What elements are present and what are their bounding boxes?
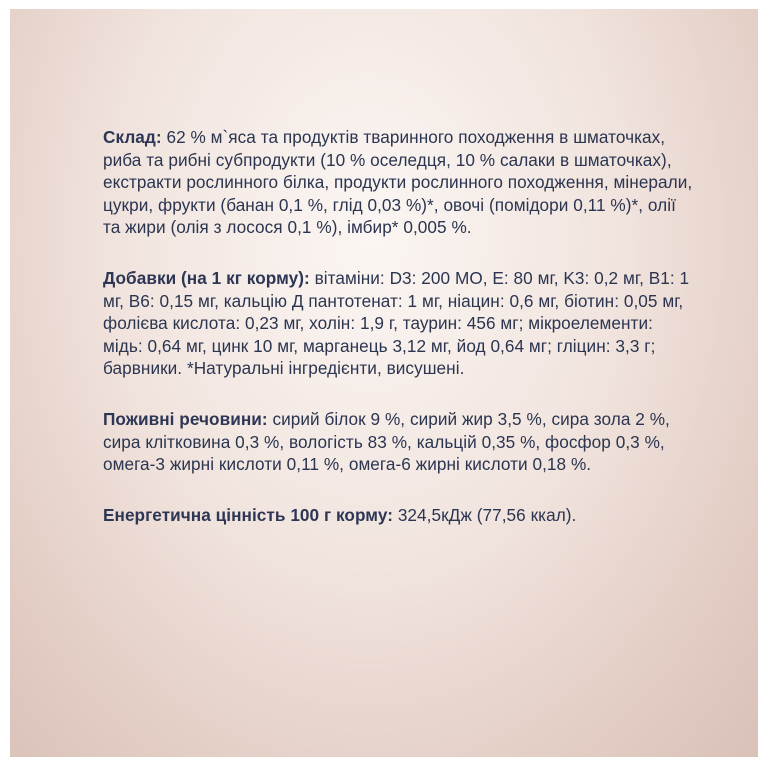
composition-heading: Склад: [103, 127, 162, 147]
energy-section [103, 504, 693, 527]
composition-section [103, 126, 693, 239]
nutrients-heading: Поживні речовини: [103, 408, 268, 429]
composition-text: 62 % м`яса та продуктів тваринного походження в шматочках, риба та рибні субпродукти (10 % оселедця, 10 % салаки в шматочках), екстракти рослинного білка, продукти рослинного походження, мінерали, цукри, фрукти (банан 0,1 %, глід 0,03 %)*, овочі (помідори 0,11 %)*, олії та жири (олія з лосося 0,1 %), імбир* 0,005 %. [103, 127, 693, 238]
additives-section [103, 267, 693, 380]
label-card [10, 9, 758, 757]
additives-heading: Добавки (на 1 кг корму): [103, 267, 310, 288]
energy-heading: Енергетична цінність 100 г корму: [103, 504, 393, 525]
energy-text: 324,5кДж (77,56 ккал). [393, 504, 577, 525]
additives-text: вітаміни: D3: 200 МО, E: 80 мг, K3: 0,2 мг, B1: 1 мг, B6: 0,15 мг, кальцію Д пантотенат: 1 мг, ніацин: 0,6 мг, біотин: 0,05 мг, фолієва кислота: 0,23 мг, холін: 1,9 г, таурин: 456 мг; мікроелементи: мідь: 0,64 мг, цинк 10 мг, марганець 3,12 мг, йод 0,64 мг; гліцин: 3,3 г; барвники. *Натуральні інгредієнти, висушені. [103, 267, 690, 379]
nutrients-section [103, 408, 693, 476]
label-text-block [103, 126, 693, 526]
nutrients-text: сирий білок 9 %, сирий жир 3,5 %, сира зола 2 %, сира клітковина 0,3 %, вологість 83 %, кальцій 0,35 %, фосфор 0,3 %, омега-3 жирні кислоти 0,11 %, омега-6 жирні кислоти 0,18 %. [103, 408, 670, 475]
